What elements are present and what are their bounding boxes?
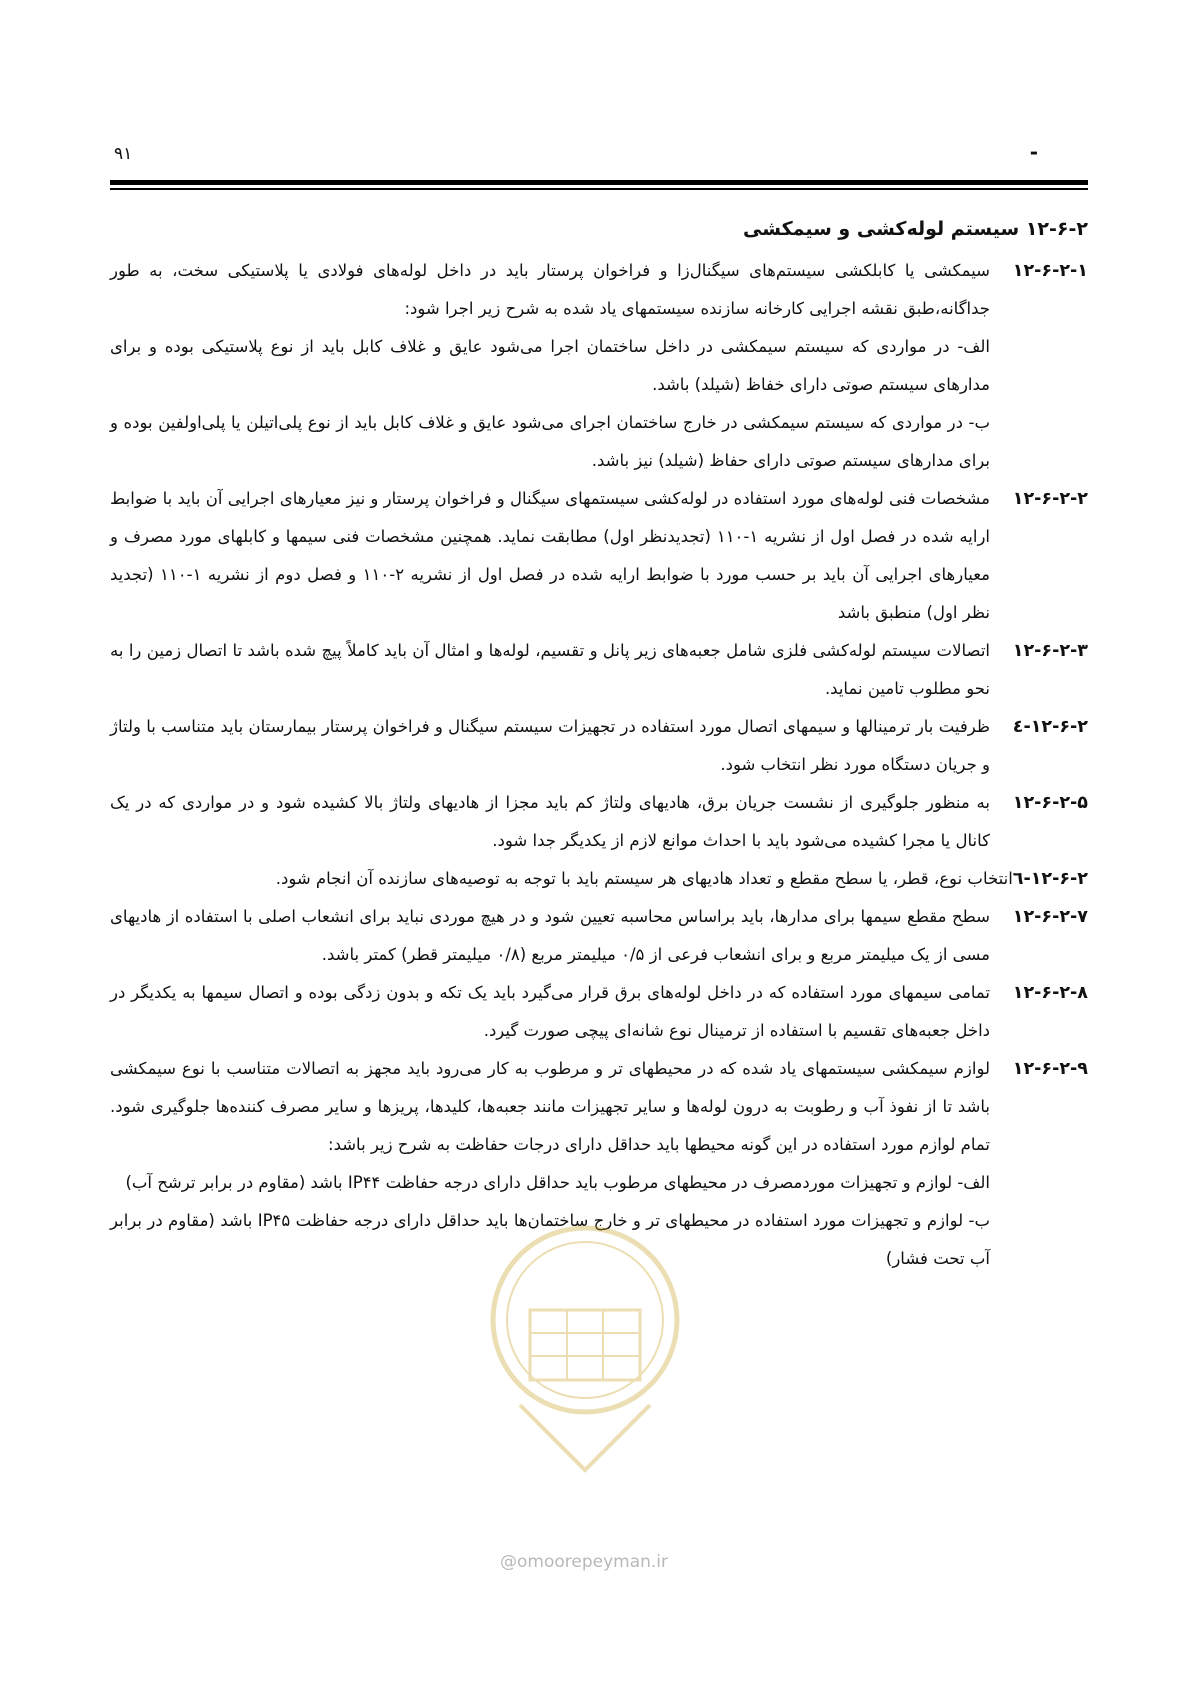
clause-6	[110, 860, 1088, 898]
clause-subitem-a: الف- در مواردی که سیستم سیمکشی در داخل ساختمان اجرا می‌شود عایق و غلاف کابل باید از نوع پلاستیکی بوده و برای مدارهای سیستم صوتی دارای خفاظ (شیلد) باشد.	[110, 337, 990, 394]
header-rule-thick	[110, 180, 1088, 185]
clause-8	[110, 974, 1088, 1050]
clause-subitem-b: ب- در مواردی که سیستم سیمکشی در خارج ساختمان اجرای می‌شود عایق و غلاف کابل باید از نوع پلی‌اتیلن یا پلی‌اولفین بوده و برای مدارهای سیستم صوتی دارای حفاظ (شیلد) نیز باشد.	[110, 413, 990, 470]
clause-text: تمامی سیمهای مورد استفاده که در داخل لوله‌های برق قرار می‌گیرد باید یک تکه و بدون زدگی بوده و اتصال سیمها به یکدیگر در داخل جعبه‌های تقسیم با استفاده از ترمینال نوع شانه‌ای پیچی صورت گیرد.	[110, 983, 990, 1040]
watermark-logo	[490, 1215, 680, 1485]
clause-number: ۱۲-۶-۲-٤	[1012, 717, 1088, 737]
header-mark: -	[1029, 140, 1038, 164]
clause-1	[110, 252, 1088, 480]
document-body	[110, 210, 1088, 1278]
clause-text: انتخاب نوع، قطر، یا سطح مقطع و تعداد هادیهای هر سیستم باید با توجه به توصیه‌های سازنده آن انجام شود.	[275, 869, 1013, 888]
clause-number: ۱۲-۶-۲-۹	[1012, 1059, 1088, 1079]
clause-number: ۱۲-۶-۲-۱	[1012, 261, 1088, 281]
clause-subitem-b: ب- لوازم و تجهیزات مورد استفاده در محیطهای تر و خارج ساختمان‌ها باید حداقل دارای درجه حفاظت IP۴۵ باشد (مقاوم در برابر آب تحت فشار)	[110, 1211, 990, 1268]
clause-subitem-a: الف- لوازم و تجهیزات موردمصرف در محیطهای مرطوب باید حداقل دارای درجه حفاظت IP۴۴ باشد (مقاوم در برابر ترشح آب)	[125, 1173, 990, 1192]
page-header	[110, 140, 1088, 190]
clause-7	[110, 898, 1088, 974]
header-rule-thin	[110, 188, 1088, 190]
section-title: ۱۲-۶-۲ سیستم لوله‌کشی و سیمکشی	[743, 218, 1088, 240]
clause-text: به منظور جلوگیری از نشست جریان برق، هادیهای ولتاژ کم باید مجزا از هادیهای ولتاژ بالا کشیده شود و در مواردی که در یک کانال یا مجرا کشیده می‌شود باید با احداث موانع لازم از یکدیگر جدا شود.	[110, 793, 990, 850]
clause-number: ۱۲-۶-۲-۷	[1012, 907, 1088, 927]
clause-number: ۱۲-۶-۲-٦	[1012, 869, 1088, 889]
clause-text: ظرفیت بار ترمینالها و سیمهای اتصال مورد استفاده در تجهیزات سیستم سیگنال و فراخوان پرستار بیمارستان باید متناسب با ولتاژ و جریان دستگاه مورد نظر انتخاب شود.	[110, 717, 990, 774]
clause-number: ۱۲-۶-۲-۸	[1012, 983, 1088, 1003]
clause-5	[110, 784, 1088, 860]
watermark-url: @omoorepeyman.ir	[500, 1552, 669, 1572]
clause-text: مشخصات فنی لوله‌های مورد استفاده در لوله‌کشی سیستمهای سیگنال و فراخوان پرستار و نیز معیارهای اجرایی آن باید با ضوابط ارایه شده در فصل اول از نشریه ۱-۱۱۰ (تجدیدنظر اول) مطابقت نماید. همچنین مشخصات فنی سیمها و کابلهای مورد مصرف و معیارهای اجرایی آن باید بر حسب مورد با ضوابط ارایه شده در فصل اول از نشریه ۲-۱۱۰ و فصل دوم از نشریه ۱-۱۱۰ (تجدید نظر اول) منطبق باشد	[110, 489, 990, 622]
clause-text: سیمکشی یا کابلکشی سیستم‌های سیگنال‌زا و فراخوان پرستار باید در داخل لوله‌های فولادی یا پلاستیکی سخت، به طور جداگانه،طبق نقشه اجرایی کارخانه سازنده سیستمهای یاد شده به شرح زیر اجرا شود:	[110, 261, 990, 318]
clause-text: سطح مقطع سیمها برای مدارها، باید براساس محاسبه تعیین شود و در هیچ موردی نباید برای انشعاب اصلی با استفاده از هادیهای مسی از یک میلیمتر مربع و برای انشعاب فرعی از ۰/۵ میلیمتر مربع (۰/۸ میلیمتر قطر) کمتر باشد.	[110, 907, 990, 964]
clause-number: ۱۲-۶-۲-۵	[1012, 793, 1088, 813]
clause-number: ۱۲-۶-۲-۲	[1012, 489, 1088, 509]
clause-3	[110, 632, 1088, 708]
clause-number: ۱۲-۶-۲-۳	[1012, 641, 1088, 661]
page-number: ۹۱	[114, 144, 133, 164]
clause-4	[110, 708, 1088, 784]
clause-2	[110, 480, 1088, 632]
clause-text: لوازم سیمکشی سیستمهای یاد شده که در محیطهای تر و مرطوب به کار می‌رود باید مجهز به اتصالات متناسب با نوع سیمکشی باشد تا از نفوذ آب و رطوبت به درون لوله‌ها و سایر تجهیزات مانند جعبه‌ها، کلیدها، پریزها و سایر مصرف کننده‌ها جلوگیری شود. تمام لوازم مورد استفاده در این گونه محیطها باید حداقل دارای درجات حفاظت به شرح زیر باشد:	[110, 1059, 990, 1154]
clause-text: اتصالات سیستم لوله‌کشی فلزی شامل جعبه‌های زیر پانل و تقسیم، لوله‌ها و امثال آن باید کاملاً پیچ شده باشد تا اتصال زمین را به نحو مطلوب تامین نماید.	[110, 641, 990, 698]
